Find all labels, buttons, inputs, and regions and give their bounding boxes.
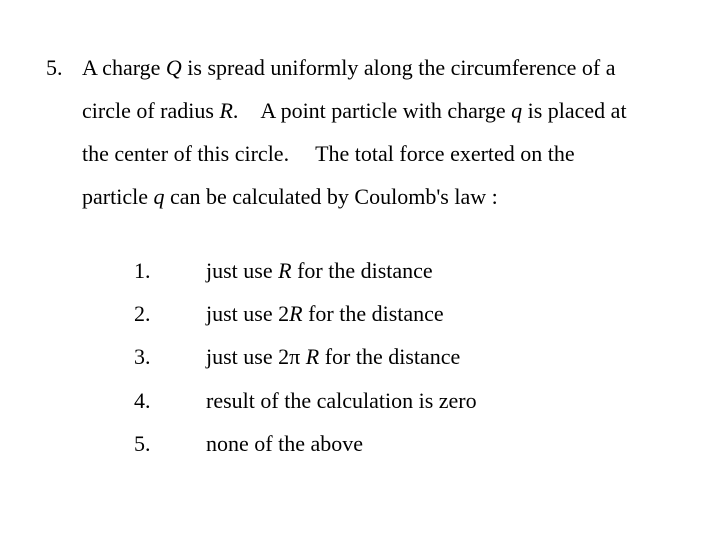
variable-q: q <box>153 184 165 209</box>
variable-Q: Q <box>165 55 182 80</box>
option-text: result of the calculation is zero <box>206 388 477 413</box>
question-fragment: the center of this circle. <box>82 141 290 166</box>
option-text: none of the above <box>206 431 363 456</box>
option-number: 2. <box>134 301 151 326</box>
question-line-1 <box>46 55 616 81</box>
variable-q: q <box>511 98 523 123</box>
option-text: just use 2π R for the distance <box>206 344 461 369</box>
variable-R: R <box>219 98 233 123</box>
question-fragment: A charge <box>82 55 166 80</box>
option-number: 5. <box>134 431 151 456</box>
question-fragment: is placed at <box>522 98 627 123</box>
option-number: 1. <box>134 258 151 283</box>
option-number: 4. <box>134 388 151 413</box>
question-line-4 <box>82 184 498 210</box>
question-fragment: circle of radius <box>82 98 220 123</box>
option-number: 3. <box>134 344 151 369</box>
option-text: just use 2R for the distance <box>206 301 444 326</box>
option-text: just use R for the distance <box>206 258 433 283</box>
question-fragment: particle <box>82 184 154 209</box>
question-number: 5. <box>46 55 63 80</box>
question-fragment: . <box>232 98 239 123</box>
question-line-2 <box>82 98 627 124</box>
question-fragment: A point particle with charge <box>260 98 512 123</box>
question-fragment: The total force exerted on the <box>315 141 575 166</box>
question-fragment: can be calculated by Coulomb's law : <box>164 184 498 209</box>
question-line-3 <box>82 141 575 167</box>
question-fragment: is spread uniformly along the circumference of a <box>181 55 616 80</box>
